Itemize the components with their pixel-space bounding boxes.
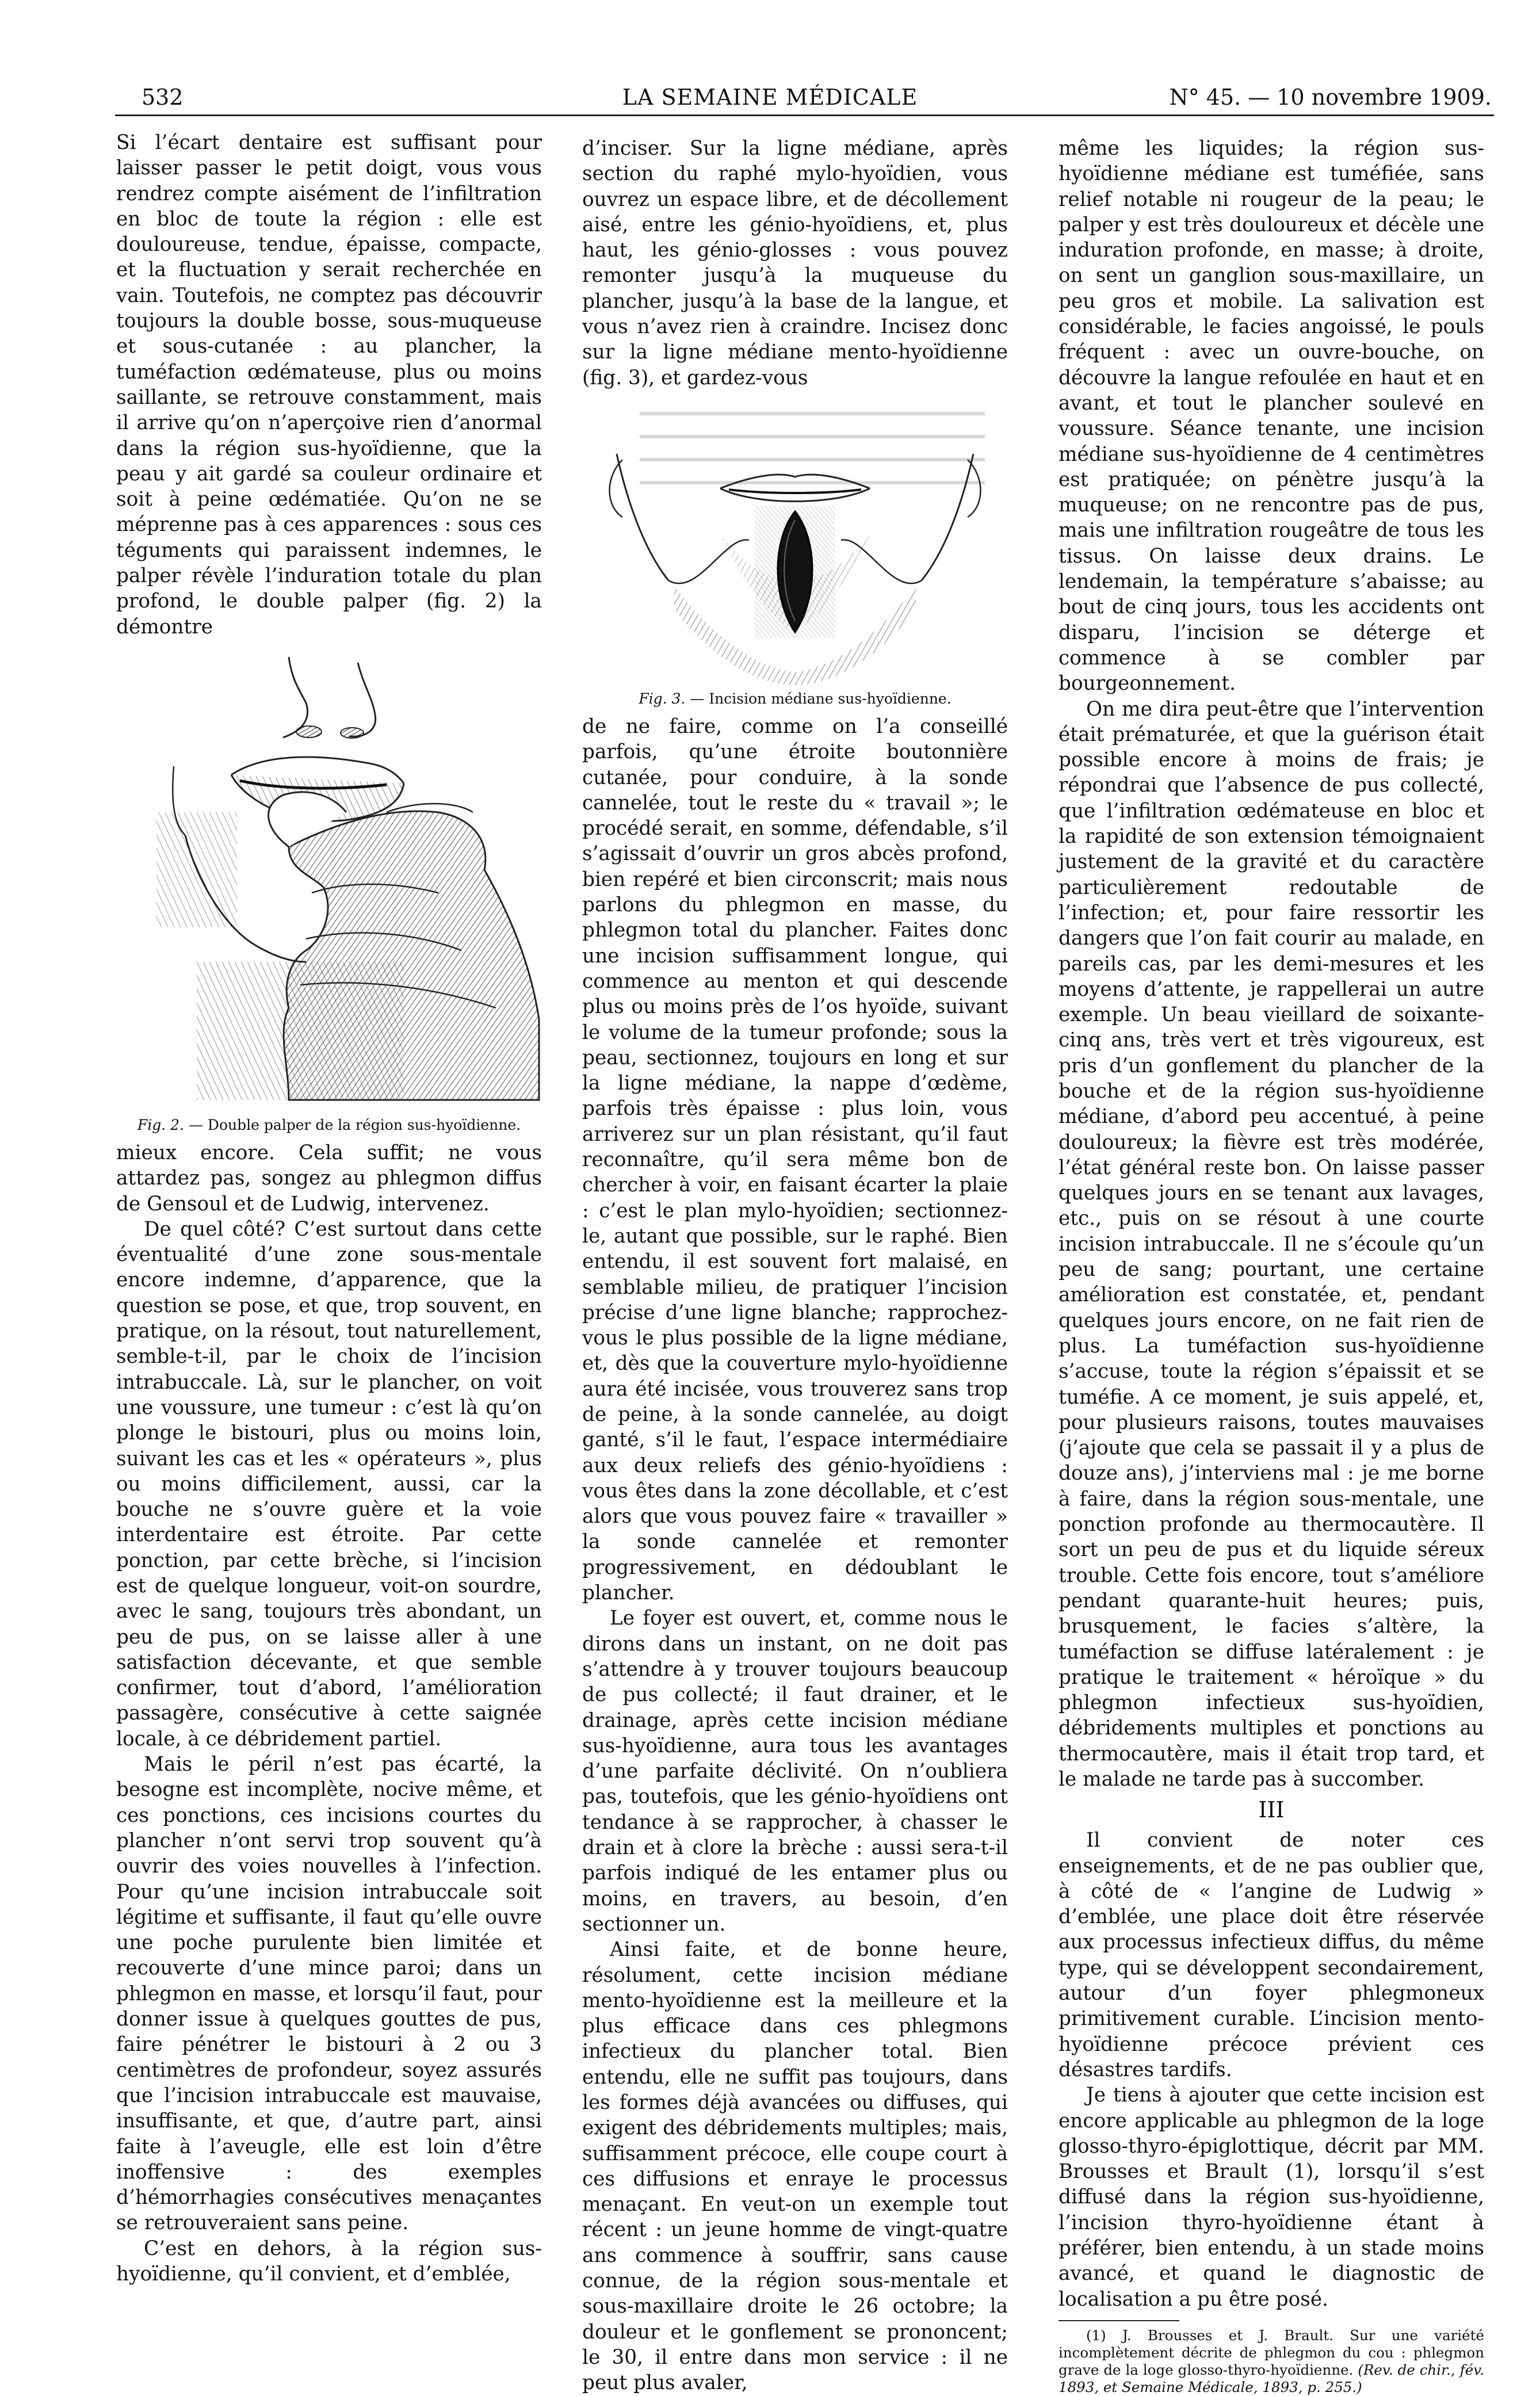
figure-2-title: — Double palper de la région sus-hyoïdienne. bbox=[188, 1116, 521, 1133]
paragraph: Mais le péril n’est pas écarté, la besogne est incomplète, nocive même, et ces ponctions, ces incisions courtes du plancher n’ont servi trop souvent qu’à ouvrir des voies nouvelles à l’infection. Pour qu’une incision intrabuccale soit légitime et suffisante, il faut qu’elle ouvre une poche purulente bien limitée et recouverte d’une mince paroi; dans un phlegmon en masse, et lorsqu’il faut, pour donner issue à quelques gouttes de pus, faire pénétrer le bistouri à 2 ou 3 centimètres de profondeur, soyez assurés que l’incision intrabuccale est mauvaise, insuffisante, et que, d’autre part, ainsi faite à l’aveugle, elle est loin d’être inoffensive : des exemples d’hémorrhagies consécutives menaçantes se retrouveraient sans peine. bbox=[116, 1753, 542, 2235]
journal-title: LA SEMAINE MÉDICALE bbox=[622, 85, 918, 110]
figure-2-label: Fig. 2. bbox=[137, 1116, 184, 1133]
figure-2 bbox=[116, 640, 542, 1134]
page-number: 532 bbox=[142, 85, 184, 110]
figure-3-label: Fig. 3. bbox=[639, 690, 686, 707]
paragraph: De quel côté? C’est surtout dans cette éventualité d’une zone sous-mentale encore indemne, d’apparence, que la question se pose, et que, trop souvent, en pratique, on la résout, tout naturellement, semble-t-il, par le choix de l’incision intrabuccale. Là, sur le plancher, on voit une voussure, une tumeur : c’est là qu’on plonge le bistouri, plus ou moins loin, suivant les cas et les « opérateurs », plus ou moins difficilement, aussi, car la bouche ne s’ouvre guère et la voie interdentaire est étroite. Par cette ponction, par cette brèche, si l’incision est de quelque longueur, voit-on sourdre, avec le sang, toujours très abondant, un peu de pus, on se laisse aller à une satisfaction décevante, et que semble confirmer, tout d’abord, l’amélioration passagère, consécutive à cette saignée locale, à ce débridement partiel. bbox=[116, 1217, 542, 1751]
paragraph: On me dira peut-être que l’intervention était prématurée, et que la guérison était possible encore à moins de frais; je répondrai que l’absence de pus collecté, que l’infiltration œdémateuse en bloc et la rapidité de son extension témoignaient justement de la gravité et du caractère particulièrement redoutable de l’infection; et, pour faire ressortir les dangers que l’on fait courir au malade, en pareils cas, par les demi-mesures et les moyens d’attente, je rappellerai un autre exemple. Un beau vieillard de soixante-cinq ans, très vert et très vigoureux, est pris d’un gonflement du plancher de la bouche et de la région sus-hyoïdienne médiane, d’abord peu accentué, à peine douloureux; la fièvre est très modérée, l’état général reste bon. On laisse passer quelques jours en se tenant aux lavages, etc., puis on se résout à une courte incision intrabuccale. Il ne s’écoule qu’un peu de sang; pourtant, une certaine amélioration est constatée, et, pendant quelques jours encore, on ne fait rien de plus. La tuméfaction sus-hyoïdienne s’accuse, toute la région s’épaissit et se tuméfie. A ce moment, je suis appelé, et, pour plusieurs raisons, toutes mauvaises (j’ajoute que cela se passait il y a plus de douze ans), j’interviens mal : je me borne à faire, dans la région sous-mentale, une ponction profonde au thermocautère. Il sort un peu de pus et du liquide séreux trouble. Cette fois encore, tout s’améliore pendant quarante-huit heures; puis, brusquement, le facies s’altère, la tuméfaction se diffuse latéralement : je pratique le traitement « héroïque » du phlegmon infectieux sus-hyoïdien, débridements multiples et ponctions au thermocautère, mais il était trop tard, et le malade ne tarde pas à succomber. bbox=[1058, 697, 1484, 1791]
figure-2-caption bbox=[116, 1116, 542, 1134]
paragraph: Le foyer est ouvert, et, comme nous le dirons dans un instant, on ne doit pas s’attendre à y trouver toujours beaucoup de pus collecté; il faut drainer, et le drainage, après cette incision médiane sus-hyoïdienne, aura tous les avantages d’une parfaite déclivité. On n’oubliera pas, toutefois, que les génio-hyoïdiens ont tendance à se rapprocher, à chasser le drain et à clore la brèche : aussi sera-t-il parfois indiqué de les entamer plus ou moins, en travers, au besoin, d’en sectionner un. bbox=[582, 1607, 1008, 1936]
paragraph: même les liquides; la région sus-hyoïdienne médiane est tuméfiée, sans relief notable ni rougeur de la peau; le palper y est très douloureux et décèle une induration profonde, en masse; à droite, on sent un ganglion sous-maxillaire, un peu gros et mobile. La salivation est considérable, le facies angoissé, le pouls fréquent : avec un ouvre-bouche, on découvre la langue refoulée en haut et en avant, et tout le plancher soulevé en voussure. Séance tenante, une incision médiane sus-hyoïdienne de 4 centimètres est pratiquée; on pénètre jusqu’à la muqueuse; on ne rencontre pas de pus, mais une infiltration rougeâtre de tous les tissus. On laisse deux drains. Le lendemain, la température s’abaisse; au bout de cinq jours, tous les accidents ont disparu, l’incision se déterge et commence à se combler par bourgeonnement. bbox=[1058, 137, 1484, 696]
issue-date: N° 45. — 10 novembre 1909. bbox=[1169, 85, 1492, 110]
column-2 bbox=[582, 136, 1008, 2396]
footnote-rule bbox=[1058, 2320, 1179, 2321]
paragraph: Il convient de noter ces enseignements, et de ne pas oublier que, à côté de « l’angine de Ludwig » d’emblée, une place doit être réservée aux processus infectieux diffus, du même type, qui se développent secondairement, autour d’un foyer phlegmoneux primitivement curable. L’incision mento-hyoïdienne précoce prévient ces désastres tardifs. bbox=[1058, 1829, 1484, 2081]
section-heading: III bbox=[1258, 1797, 1285, 1823]
column-1 bbox=[116, 130, 542, 2287]
paragraph: Je tiens à ajouter que cette incision est encore applicable au phlegmon de la loge glosso-thyro-épiglottique, décrit par MM. Brousses et Brault (1), lorsqu’il s’est diffusé dans la région sus-hyoïdienne, l’incision thyro-hyoïdienne étant à préférer, bien entendu, à un stade moins avancé, et quand le diagnostic de localisation a pu être posé. bbox=[1058, 2084, 1484, 2311]
column-3 bbox=[1058, 136, 1484, 2396]
footnote-reference: (1) J. Brousses et J. Brault. Sur une variété incomplètement décrite de phlegmon du cou : phlegmon grave de la loge glosso-thyro-hyoïdienne. bbox=[1058, 2326, 1484, 2378]
paragraph: mieux encore. Cela suffit; ne vous attardez pas, songez au phlegmon diffus de Gensoul et de Ludwig, intervenez. bbox=[116, 1141, 542, 1216]
footnote bbox=[1058, 2327, 1484, 2396]
paragraph: Ainsi faite, et de bonne heure, résolument, cette incision médiane mento-hyoïdienne est la meilleure et la plus efficace dans ces phlegmons infectieux du plancher total. Bien entendu, elle ne suffit pas toujours, dans les formes déjà avancées ou diffuses, qui exigent des débridements multiples; mais, suffisamment précoce, elle coupe court à ces diffusions et enraye le processus menaçant. En veut-on un exemple tout récent : un jeune homme de vingt-quatre ans commence à souffrir, sans cause connue, de la région sous-mentale et sous-maxillaire droite le 26 octobre; la douleur et le gonflement se prononcent; le 30, il entre dans mon service : il ne peut plus avaler, bbox=[582, 1938, 1008, 2395]
paragraph: C’est en dehors, à la région sus-hyoïdienne, qu’il convient, et d’emblée, bbox=[116, 2237, 542, 2286]
figure-3 bbox=[582, 391, 1008, 708]
paragraph: de ne faire, comme on l’a conseillé parfois, qu’une étroite boutonnière cutanée, pour conduire, à la sonde cannelée, tout le reste du « travail »; le procédé serait, en somme, défendable, s’il s’agissait d’ouvrir un gros abcès profond, bien repéré et bien circonscrit; mais nous parlons du phlegmon en masse, du phlegmon total du plancher. Faites donc une incision suffisamment longue, qui commence au menton et qui descende plus ou moins près de l’os hyoïde, suivant le volume de la tumeur profonde; sous la peau, sectionnez, toujours en long et sur la ligne médiane, la nappe d’œdème, parfois très épaisse : plus loin, vous arriverez sur un plan résistant, qu’il faut reconnaître, qu’il sera même bon de chercher à voir, en faisant écarter la plaie : c’est le plan mylo-hyoïdien; sectionnez-le, autant que possible, sur le raphé. Bien entendu, il est souvent fort malaisé, en semblable milieu, de pratiquer l’incision précise d’une ligne blanche; rapprochez-vous le plus possible de la ligne médiane, et, dès que la couverture mylo-hyoïdienne aura été incisée, vous trouverez sans trop de peine, à la sonde cannelée, au doigt ganté, s’il le faut, l’espace intermédiaire aux deux reliefs des génio-hyoïdiens : vous êtes dans la zone décollable, et c’est alors que vous pouvez faire « travailler » la sonde cannelée et remonter progressivement, en dédoublant le plancher. bbox=[582, 714, 1008, 1605]
paragraph: d’inciser. Sur la ligne médiane, après section du raphé mylo-hyoïdien, vous ouvrez un espace libre, et de décollement aisé, entre les génio-hyoïdiens, et, plus haut, les génio-glosses : vous pouvez remonter jusqu’à la muqueuse du plancher, jusqu’à la base de la langue, et vous n’avez rien à craindre. Incisez donc sur la ligne médiane mento-hyoïdienne (fig. 3), et gardez-vous bbox=[582, 137, 1008, 389]
paragraph: Si l’écart dentaire est suffisant pour laisser passer le petit doigt, vous vous rendrez compte aisément de l’infiltration en bloc de toute la région : elle est douloureuse, tendue, épaisse, compacte, et la fluctuation y serait recherchée en vain. Toutefois, ne comptez pas découvrir toujours la double bosse, sous-muqueuse et sous-cutanée : au plancher, la tuméfaction œdémateuse, plus ou moins saillante, se retrouve constamment, mais il arrive qu’on n’aperçoive rien d’anormal dans la région sus-hyoïdienne, que la peau y ait gardé sa couleur ordinaire et soit à peine œdématiée. Qu’on ne se méprenne pas à ces apparences : sous ces téguments qui paraissent indemnes, le palper révèle l’induration totale du plan profond, le double palper (fig. 2) la démontre bbox=[116, 131, 542, 639]
median-incision-illustration bbox=[582, 391, 1008, 685]
header-rule bbox=[115, 114, 1494, 116]
figure-3-title: — Incision médiane sus-hyoïdienne. bbox=[690, 690, 951, 707]
footnote-source: (Rev. de chir., fév. 1893, et Semaine Médicale, 1893, p. 255.) bbox=[1058, 2361, 1484, 2395]
double-palpation-illustration bbox=[116, 640, 542, 1111]
figure-3-caption bbox=[582, 690, 1008, 708]
